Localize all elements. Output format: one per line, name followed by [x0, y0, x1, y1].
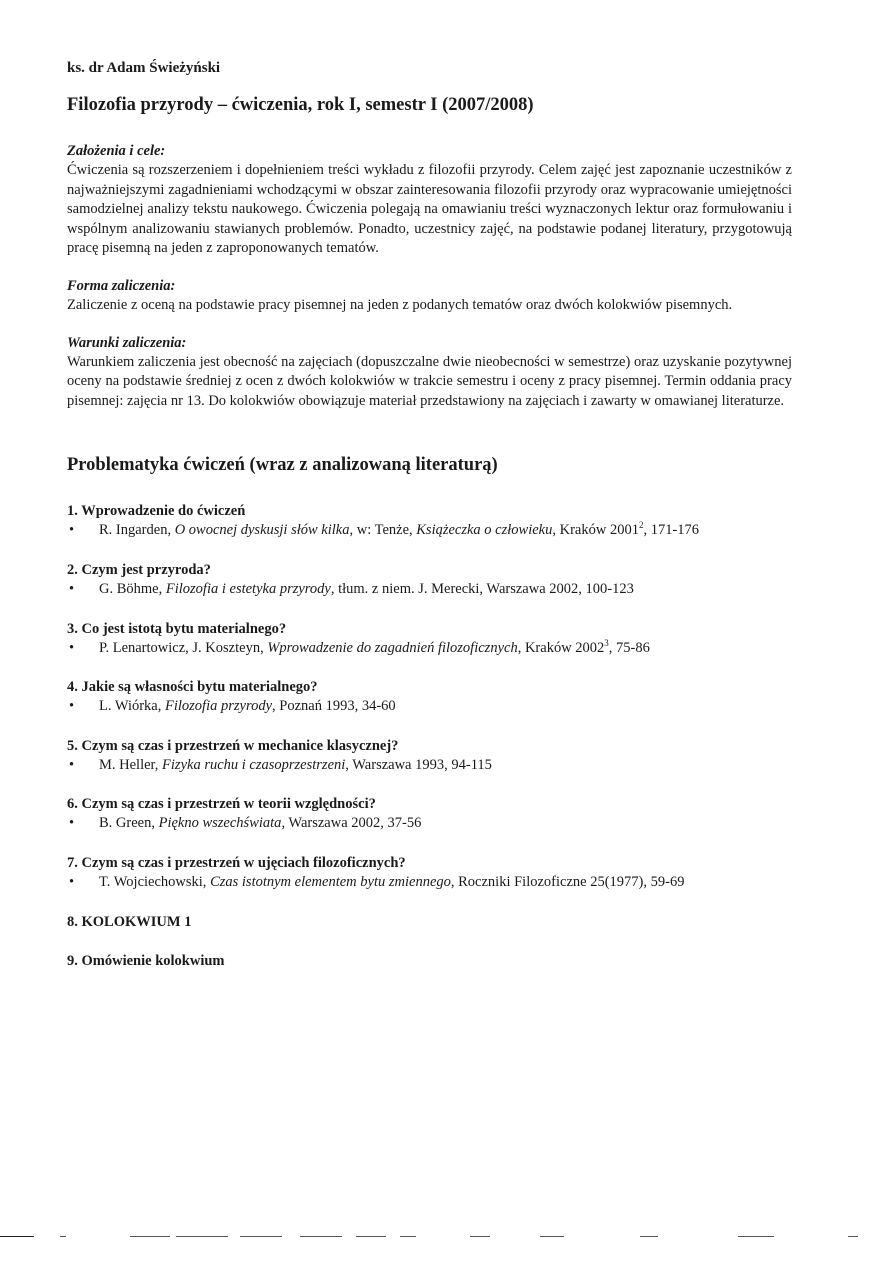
scan-dash — [60, 1236, 66, 1237]
topic-6 — [67, 795, 792, 834]
scan-dash — [738, 1236, 774, 1237]
scan-dash — [356, 1236, 386, 1237]
scan-dash — [400, 1236, 416, 1237]
literature-text: M. Heller, Fizyka ruchu i czasoprzestrzeni, Warszawa 1993, 94-115 — [99, 756, 492, 773]
topic-3 — [67, 620, 792, 659]
scan-dash — [470, 1236, 490, 1237]
scan-artifact-line — [0, 1233, 893, 1241]
literature-text: L. Wiórka, Filozofia przyrody, Poznań 1993, 34-60 — [99, 698, 396, 715]
literature-text: G. Böhme, Filozofia i estetyka przyrody, tłum. z niem. J. Merecki, Warszawa 2002, 100-123 — [99, 580, 634, 597]
literature-text: T. Wojciechowski, Czas istotnym elementem bytu zmiennego, Roczniki Filozoficzne 25(1977), 59-69 — [99, 873, 685, 890]
scan-dash — [640, 1236, 658, 1237]
literature-item — [67, 756, 792, 776]
topic-2 — [67, 561, 792, 600]
topic-title: 8. KOLOKWIUM 1 — [67, 913, 192, 930]
section-heading: Forma zaliczenia: — [67, 277, 176, 294]
scan-dash — [540, 1236, 564, 1237]
section-goals — [67, 142, 792, 259]
bullet-icon: • — [69, 873, 75, 890]
section-text: Ćwiczenia są rozszerzeniem i dopełnieniem treści wykładu z filozofii przyrody. Celem zajęć jest zapoznanie uczestników z najważniejszymi zagadnieniami wchodzącymi w obszar zainteresowania filozofii przyrody oraz wypracowanie umiejętności samodzielnej analizy tekstu naukowego. Ćwiczenia polegają na omawianiu treści wyznaczonych lektur oraz formułowaniu i wspólnym analizowaniu stawianych problemów. Ponadto, uczestnicy zajęć, na podstawie podanej literatury, przygotowują pracę pisemną na jeden z zaproponowanych tematów. — [67, 162, 792, 257]
literature-item — [67, 639, 792, 659]
section-pass-conditions — [67, 334, 792, 412]
topic-title: 9. Omówienie kolokwium — [67, 952, 225, 969]
document-title: Filozofia przyrody – ćwiczenia, rok I, semestr I (2007/2008) — [67, 95, 534, 115]
topic-1 — [67, 502, 792, 541]
topic-title: 7. Czym są czas i przestrzeń w ujęciach filozoficznych? — [67, 854, 406, 871]
literature-text: R. Ingarden, O owocnej dyskusji słów kilka, w: Tenże, Książeczka o człowieku, Kraków 2001$^2$, 171-176 — [99, 520, 700, 539]
problems-heading: Problematyka ćwiczeń (wraz z analizowaną literaturą) — [67, 455, 498, 476]
bullet-icon: • — [69, 639, 75, 656]
topic-4 — [67, 678, 792, 717]
topic-title: 5. Czym są czas i przestrzeń w mechanice klasycznej? — [67, 737, 399, 754]
bullet-icon: • — [69, 580, 75, 597]
literature-text: B. Green, Piękno wszechświata, Warszawa 2002, 37-56 — [99, 815, 422, 832]
scan-dash — [0, 1236, 34, 1237]
document-page — [67, 60, 792, 991]
scan-dash — [240, 1236, 282, 1237]
bullet-icon: • — [69, 522, 75, 539]
literature-item — [67, 580, 792, 600]
topic-9 — [67, 952, 792, 971]
bullet-icon: • — [69, 815, 75, 832]
scan-dash — [300, 1236, 342, 1237]
literature-item — [67, 873, 792, 893]
topic-8 — [67, 913, 792, 932]
scan-dash — [130, 1236, 170, 1237]
section-text: Warunkiem zaliczenia jest obecność na zajęciach (dopuszczalne dwie nieobecności w semestrze) oraz uzyskanie pozytywnej oceny na podstawie średniej z ocen z dwóch kolokwiów w trakcie semestru i oceny z pracy pisemnej. Termin oddania pracy pisemnej: zajęcia nr 13. Do kolokwiów obowiązuje materiał przedstawiony na zajęciach i zawarty w omawianej literaturze. — [67, 353, 792, 409]
topic-title: 6. Czym są czas i przestrzeń w teorii względności? — [67, 796, 376, 813]
scan-dash — [176, 1236, 228, 1237]
bullet-icon: • — [69, 698, 75, 715]
topic-title: 1. Wprowadzenie do ćwiczeń — [67, 503, 246, 520]
topic-title: 2. Czym jest przyroda? — [67, 561, 211, 578]
literature-item — [67, 521, 792, 541]
literature-item — [67, 697, 792, 717]
section-heading: Założenia i cele: — [67, 143, 166, 159]
section-heading: Warunki zaliczenia: — [67, 334, 187, 351]
topic-5 — [67, 737, 792, 776]
bullet-icon: • — [69, 756, 75, 773]
topic-7 — [67, 854, 792, 893]
scan-dash — [848, 1236, 858, 1237]
literature-text: P. Lenartowicz, J. Koszteyn, Wprowadzenie do zagadnień filozoficznych, Kraków 2002$^3$, 75-86 — [99, 637, 650, 656]
section-assessment-form — [67, 277, 792, 316]
author-line: ks. dr Adam Świeżyński — [67, 60, 221, 76]
topic-title: 3. Co jest istotą bytu materialnego? — [67, 620, 287, 637]
literature-item — [67, 814, 792, 834]
topic-title: 4. Jakie są własności bytu materialnego? — [67, 679, 318, 696]
section-text: Zaliczenie z oceną na podstawie pracy pisemnej na jeden z podanych tematów oraz dwóch kolokwiów pisemnych. — [67, 296, 733, 313]
